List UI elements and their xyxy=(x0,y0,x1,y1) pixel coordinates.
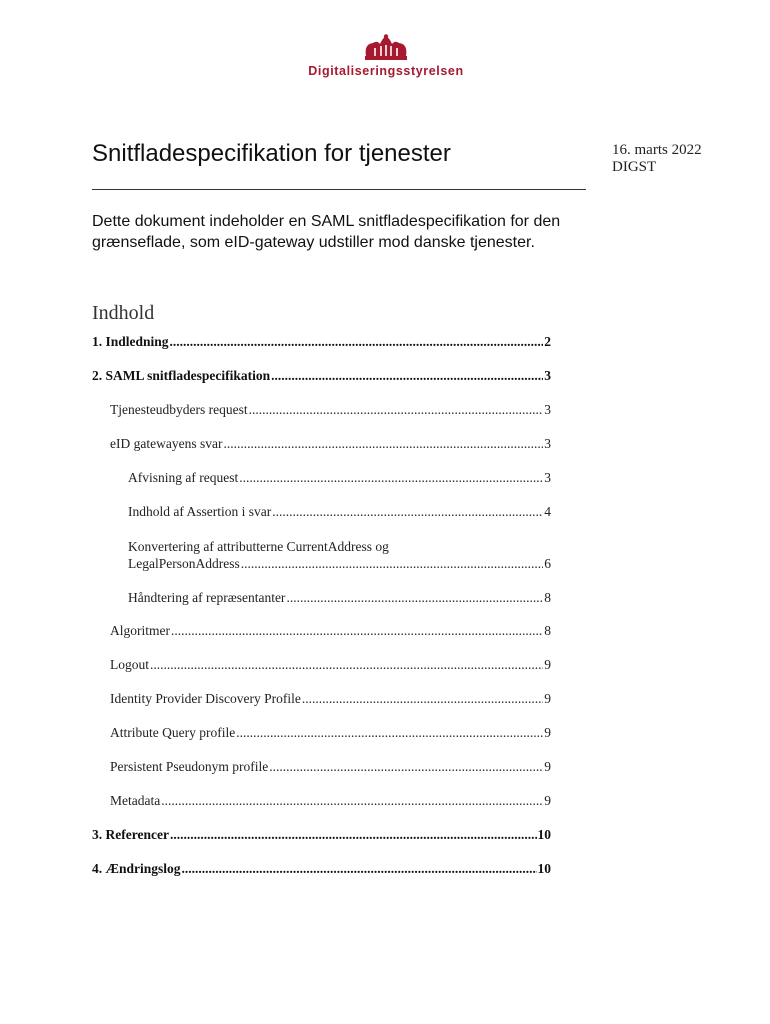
toc-entry[interactable] xyxy=(110,793,551,809)
toc-leader xyxy=(236,725,543,741)
document-lead: Dette dokument indeholder en SAML snitfladespecifikation for den grænseflade, som eID-gateway udstiller mod danske tjenester. xyxy=(92,213,561,251)
toc-entry-label: Håndtering af repræsentanter xyxy=(128,590,286,605)
toc-entry-label: Identity Provider Discovery Profile xyxy=(110,691,301,706)
toc-entry[interactable] xyxy=(92,334,551,350)
toc-leader xyxy=(150,657,543,673)
toc-entry-label: Konvertering af attributterne CurrentAddress og xyxy=(128,539,389,554)
toc-leader xyxy=(272,504,543,520)
document-meta xyxy=(612,142,702,176)
toc-leader xyxy=(269,759,543,775)
toc-entry-label: Persistent Pseudonym profile xyxy=(110,759,269,774)
toc-leader xyxy=(286,590,543,606)
title-divider xyxy=(92,189,586,190)
toc-entry[interactable] xyxy=(92,827,551,843)
toc-entry[interactable] xyxy=(110,759,551,775)
toc-entry-page: 9 xyxy=(544,793,551,808)
agency-logo xyxy=(276,34,496,78)
toc-entry-label: Algoritmer xyxy=(110,623,170,638)
toc-entry-page: 3 xyxy=(544,402,551,417)
toc-entry[interactable] xyxy=(92,368,551,384)
toc-entry[interactable] xyxy=(110,436,551,452)
toc-entry-page: 10 xyxy=(537,861,551,876)
toc-entry-label: eID gatewayens svar xyxy=(110,436,223,451)
toc-entry-label-cont: LegalPersonAddress xyxy=(128,556,240,571)
logo-wordmark: Digitaliseringsstyrelsen xyxy=(308,64,464,78)
toc-entry[interactable] xyxy=(110,402,551,418)
toc-entry[interactable] xyxy=(128,504,551,520)
toc-leader xyxy=(170,334,544,350)
toc-entry[interactable] xyxy=(128,538,551,572)
toc-entry[interactable] xyxy=(110,691,551,707)
toc-leader xyxy=(171,623,543,639)
toc-entry-page: 9 xyxy=(544,759,551,774)
toc-leader xyxy=(223,436,543,452)
toc-entry-page: 9 xyxy=(544,691,551,706)
toc-entry-label: 4. Ændringslog xyxy=(92,861,181,876)
toc-leader xyxy=(170,827,537,843)
toc-entry-label: 3. Referencer xyxy=(92,827,169,842)
toc-leader xyxy=(241,555,544,572)
toc-entry-label: 2. SAML snitfladespecifikation xyxy=(92,368,271,383)
toc-entry-page: 3 xyxy=(544,470,551,485)
toc-leader xyxy=(302,691,543,707)
toc-entry-label: 1. Indledning xyxy=(92,334,169,349)
toc-entry-label: Logout xyxy=(110,657,149,672)
toc-entry-label: Indhold af Assertion i svar xyxy=(128,504,272,519)
toc-leader xyxy=(271,368,543,384)
toc-heading: Indhold xyxy=(92,302,155,324)
toc-entry[interactable] xyxy=(128,590,551,606)
toc-leader xyxy=(161,793,543,809)
toc-entry-label: Afvisning af request xyxy=(128,470,239,485)
crown-icon xyxy=(361,34,411,62)
toc-entry-page: 10 xyxy=(537,827,551,842)
toc-entry[interactable] xyxy=(128,470,551,486)
document-title: Snitfladespecifikation for tjenester xyxy=(92,140,451,167)
toc-entry[interactable] xyxy=(92,861,551,877)
toc-entry-page: 9 xyxy=(544,725,551,740)
toc-entry-page: 3 xyxy=(544,368,551,383)
toc-entry-page: 6 xyxy=(544,556,551,571)
toc-entry[interactable] xyxy=(110,623,551,639)
toc-entry-label: Metadata xyxy=(110,793,161,808)
toc-entry-label: Attribute Query profile xyxy=(110,725,236,740)
toc-leader xyxy=(239,470,543,486)
document-org: DIGST xyxy=(612,159,657,175)
toc-entry-page: 4 xyxy=(544,504,551,519)
toc-entry-page: 9 xyxy=(544,657,551,672)
toc-entry-page: 2 xyxy=(544,334,551,349)
toc-entry-label: Tjenesteudbyders request xyxy=(110,402,248,417)
toc-entry[interactable] xyxy=(110,725,551,741)
toc-leader xyxy=(249,402,544,418)
toc-entry[interactable] xyxy=(110,657,551,673)
document-date: 16. marts 2022 xyxy=(612,142,702,158)
toc-entry-page: 3 xyxy=(544,436,551,451)
toc-leader xyxy=(182,861,537,877)
toc-entry-page: 8 xyxy=(544,590,551,605)
toc-entry-page: 8 xyxy=(544,623,551,638)
